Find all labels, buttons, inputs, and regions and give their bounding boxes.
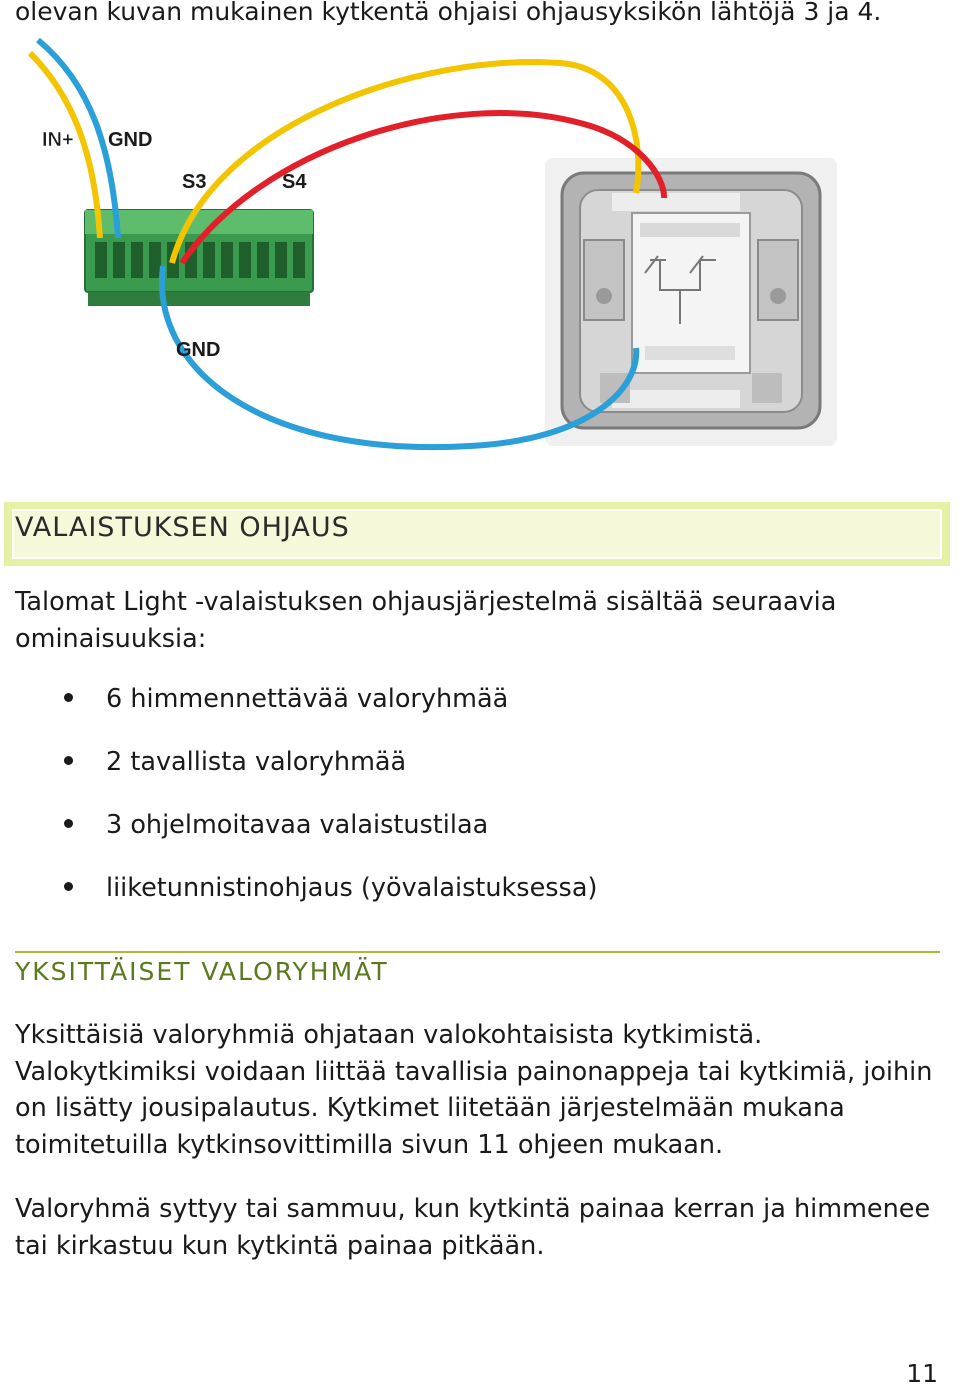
subsection-paragraph-2: Valoryhmä syttyy tai sammuu, kun kytkintä painaa kerran ja himmenee tai kirkastuu kun kytkintä painaa pitkään. <box>15 1194 931 1261</box>
bullet-icon <box>64 819 73 828</box>
label-s4: S4 <box>282 171 307 193</box>
list-item <box>0 668 597 731</box>
bullet-icon <box>64 756 73 765</box>
label-in-plus: IN+ <box>42 129 74 151</box>
list-item-text: 6 himmennettävää valoryhmää <box>106 684 509 714</box>
section-intro: Talomat Light -valaistuksen ohjausjärjestelmä sisältää seuraavia ominaisuuksia: <box>15 587 837 654</box>
list-item-text: 3 ohjelmoitavaa valaistustilaa <box>106 810 489 840</box>
subsection-paragraph-1: Yksittäisiä valoryhmiä ohjataan valokohtaisista kytkimistä. Valokytkimiksi voidaan liittää tavallisia painonappeja tai kytkimiä, joihin on lisätty jousipalautus. Kytkimet liitetään järjestelmään mukana toimitetuilla kytkinsovittimilla sivun 11 ohjeen mukaan. <box>15 1020 933 1160</box>
label-gnd-bottom: GND <box>176 339 221 361</box>
list-item-text: 2 tavallista valoryhmää <box>106 747 407 777</box>
subsection-divider <box>15 951 940 953</box>
switch-socket <box>545 158 837 446</box>
intro-text: olevan kuvan mukainen kytkentä ohjaisi ohjausyksikön lähtöjä 3 ja 4. <box>15 0 882 26</box>
wiring-figure <box>0 28 960 468</box>
list-item <box>0 731 597 794</box>
bullet-icon <box>64 882 73 891</box>
wiring-diagram <box>0 28 960 468</box>
bullet-icon <box>64 693 73 702</box>
label-s3: S3 <box>182 171 207 193</box>
section-title: VALAISTUKSEN OHJAUS <box>15 512 350 543</box>
label-gnd-top: GND <box>108 129 153 151</box>
list-item-text: liiketunnistinohjaus (yövalaistuksessa) <box>106 873 598 903</box>
list-item <box>0 794 597 857</box>
list-item <box>0 857 597 920</box>
page-number: 11 <box>906 1359 938 1388</box>
subsection-title: YKSITTÄISET VALORYHMÄT <box>15 957 389 986</box>
feature-list <box>0 668 597 920</box>
